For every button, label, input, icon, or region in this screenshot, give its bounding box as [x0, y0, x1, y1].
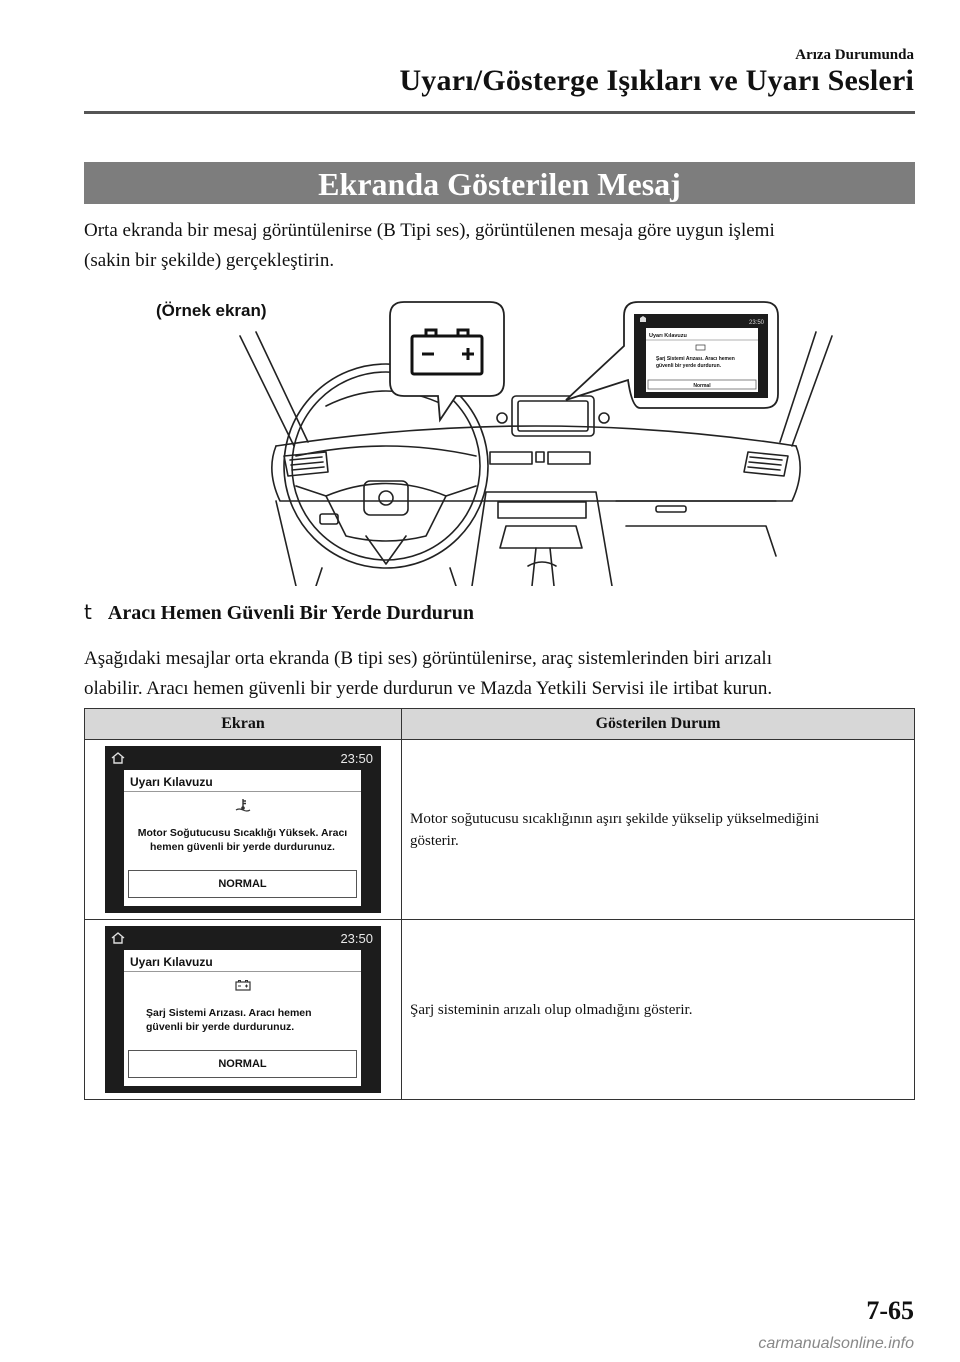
table-row — [85, 920, 915, 1100]
status-description-line-1: Şarj sisteminin arızalı olup olmadığını gösterir. — [410, 1001, 693, 1018]
screen-cell — [85, 740, 402, 920]
column-header-screen: Ekran — [85, 709, 402, 740]
subsection-line-1: Aşağıdaki mesajlar orta ekranda (B tipi ses) görüntülenirse, araç sistemlerinden biri arızalı — [84, 648, 772, 669]
subsection-title: Aracı Hemen Güvenli Bir Yerde Durdurun — [107, 602, 475, 624]
home-icon — [111, 752, 125, 764]
table-row — [85, 740, 915, 920]
intro-paragraph — [84, 216, 919, 276]
header-divider — [84, 111, 915, 114]
message-table — [84, 708, 915, 1100]
screen-time: 23:50 — [340, 751, 373, 766]
subsection-line-2: olabilir. Aracı hemen güvenli bir yerde durdurun ve Mazda Yetkili Servisi ile irtibat kurun. — [84, 678, 773, 699]
warning-screen — [105, 926, 381, 1093]
intro-line-2: (sakin bir şekilde) gerçekleştirin. — [84, 250, 335, 271]
home-icon — [111, 932, 125, 944]
screen-time: 23:50 — [340, 931, 373, 946]
guide-title: Uyarı Kılavuzu — [124, 770, 361, 792]
normal-button[interactable]: NORMAL — [128, 870, 357, 898]
status-description-line-2: gösterir. — [410, 832, 459, 849]
page-number: 7-65 — [866, 1296, 914, 1325]
warning-message — [132, 1006, 353, 1034]
intro-line-1: Orta ekranda bir mesaj görüntülenirse (B Tipi ses), görüntülenen mesaja göre uygun işlemi — [84, 220, 775, 241]
mini-screen-message-line-2: güvenli bir yerde durdurun. — [656, 363, 722, 369]
mini-screen-title: Uyarı Kılavuzu — [649, 333, 687, 339]
guide-title: Uyarı Kılavuzu — [124, 950, 361, 972]
dashboard-illustration — [236, 296, 836, 586]
section-label: Arıza Durumunda — [795, 47, 914, 63]
page-title: Uyarı/Gösterge Işıkları ve Uyarı Sesleri — [399, 64, 914, 97]
mini-screen-time: 23:50 — [748, 320, 764, 326]
mini-screen-message-line-1: Şarj Sistemi Arızası. Aracı hemen — [656, 356, 735, 362]
coolant-temperature-icon — [124, 798, 361, 817]
normal-button[interactable]: NORMAL — [128, 1050, 357, 1078]
bullet-marker: t — [84, 600, 92, 624]
battery-icon — [124, 978, 361, 996]
section-banner: Ekranda Gösterilen Mesaj — [84, 162, 915, 204]
status-description — [402, 740, 915, 920]
warning-screen — [105, 746, 381, 913]
status-description — [402, 920, 915, 1100]
warning-message-line-2: güvenli bir yerde durdurunuz. — [146, 1021, 295, 1033]
screen-cell — [85, 920, 402, 1100]
warning-message — [132, 826, 353, 854]
column-header-status: Gösterilen Durum — [402, 709, 915, 740]
table-header-row — [85, 709, 915, 740]
subsection-heading — [84, 600, 474, 625]
subsection-paragraph — [84, 644, 919, 704]
example-screen-label: (Örnek ekran) — [156, 301, 267, 320]
guide-panel — [124, 770, 361, 906]
status-description-line-1: Motor soğutucusu sıcaklığının aşırı şekilde yükselip yükselmediğini — [410, 810, 820, 827]
guide-panel — [124, 950, 361, 1086]
watermark: carmanualsonline.info — [758, 1335, 914, 1352]
warning-message-line-1: Motor Soğutucusu Sıcaklığı Yüksek. Aracı — [137, 827, 348, 839]
warning-message-line-2: hemen güvenli bir yerde durdurunuz. — [150, 841, 335, 853]
mini-screen-button: Normal — [693, 383, 711, 389]
warning-message-line-1: Şarj Sistemi Arızası. Aracı hemen — [146, 1007, 312, 1019]
